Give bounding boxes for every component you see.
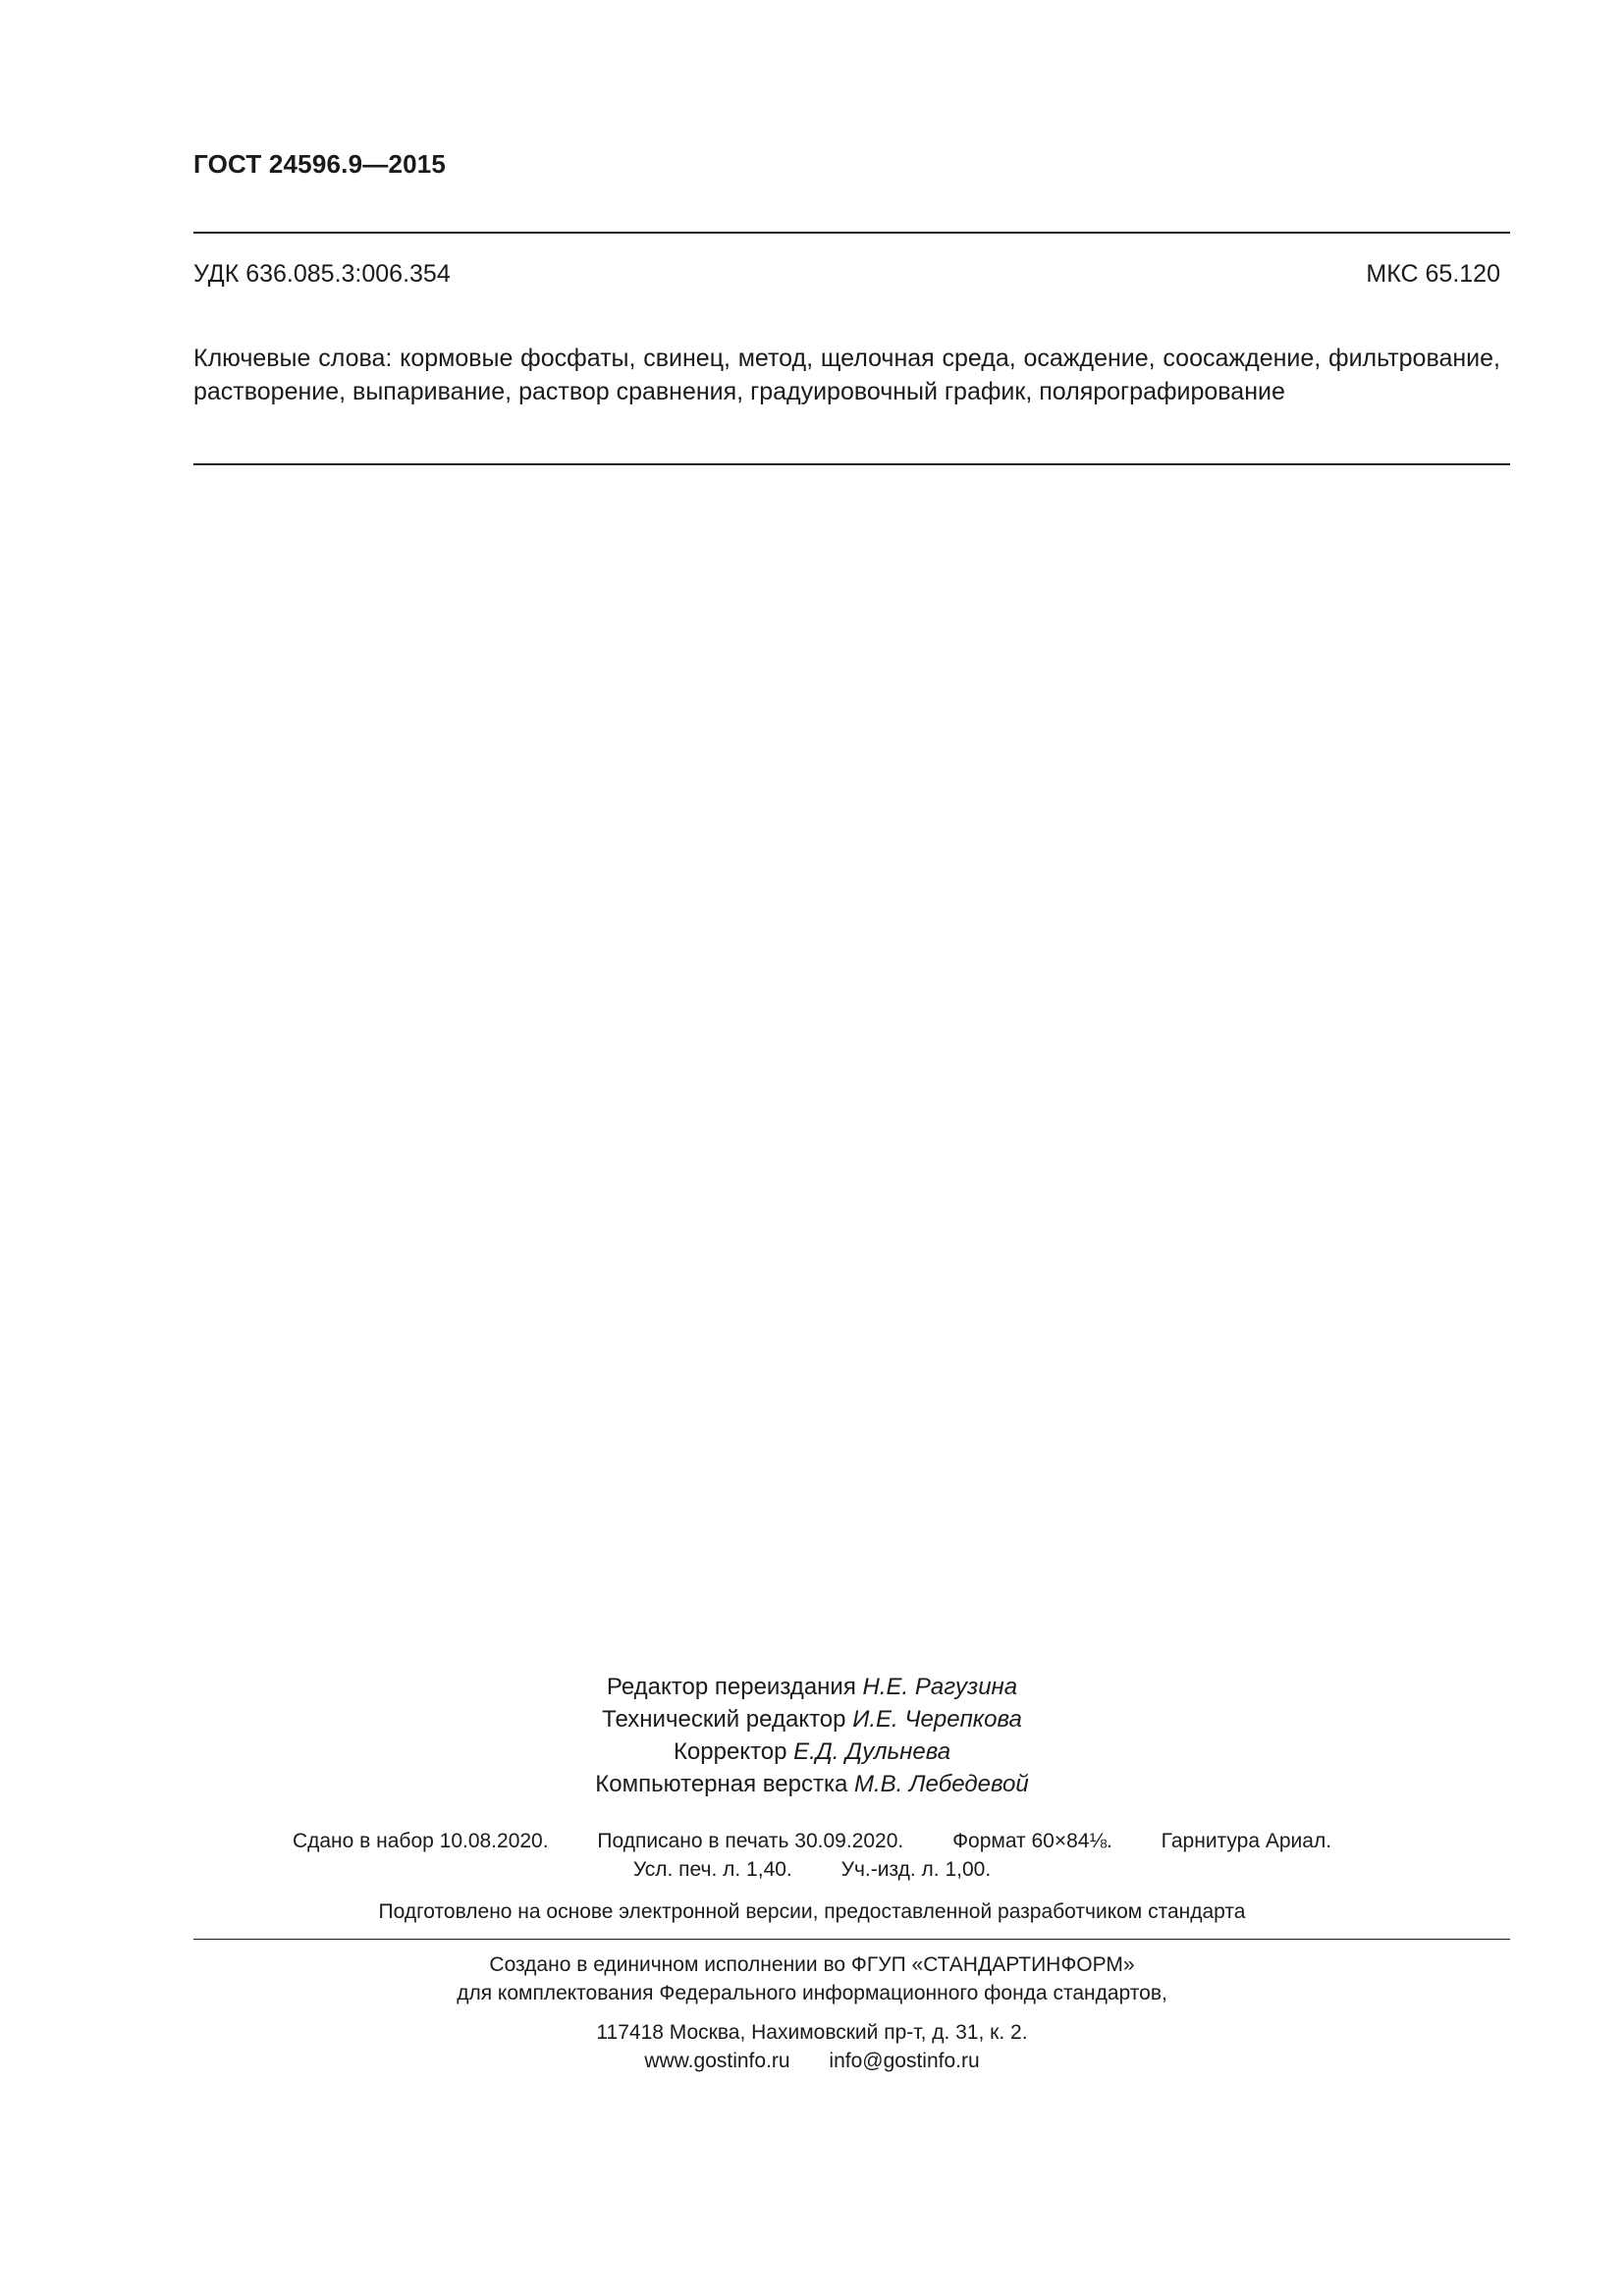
credit-line	[0, 1703, 1624, 1735]
credit-role: Редактор переиздания	[606, 1674, 856, 1700]
top-divider	[193, 232, 1510, 234]
publisher-divider	[193, 1939, 1510, 1940]
publisher-line-1: Создано в единичном исполнении во ФГУП «СТАНДАРТИНФОРМ»	[489, 1953, 1135, 1976]
credit-name: Н.Е. Рагузина	[862, 1674, 1018, 1700]
keywords-paragraph: Ключевые слова: кормовые фосфаты, свинец, метод, щелочная среда, осаждение, соосаждение, фильтрование, растворение, выпаривание, раствор сравнения, градуировочный график, полярографирование	[193, 345, 1500, 405]
credit-name: Е.Д. Дульнева	[793, 1738, 951, 1765]
credit-line	[0, 1768, 1624, 1800]
publisher-line-2: для комплектования Федерального информационного фонда стандартов,	[457, 1982, 1167, 2004]
mks-code: МКС 65.120	[1366, 260, 1500, 288]
prepared-note: Подготовлено на основе электронной версии, предоставленной разработчиком стандарта	[378, 1900, 1246, 1923]
typeface: Гарнитура Ариал.	[1161, 1830, 1332, 1852]
udk-code: УДК 636.085.3:006.354	[193, 260, 451, 288]
classification-row	[193, 260, 1500, 289]
credit-role: Технический редактор	[602, 1706, 846, 1733]
publisher-address: 117418 Москва, Нахимовский пр-т, д. 31, к. 2.	[596, 2021, 1028, 2044]
publisher-contacts	[0, 2018, 1624, 2075]
submitted-date: Сдано в набор 10.08.2020.	[292, 1830, 549, 1852]
credit-role: Корректор	[673, 1738, 787, 1765]
website-link[interactable]: www.gostinfo.ru	[644, 2050, 790, 2072]
standard-number: ГОСТ 24596.9—2015	[193, 149, 447, 179]
print-sheets: Усл. печ. л. 1,40.	[632, 1858, 792, 1881]
credit-role: Компьютерная верстка	[595, 1771, 848, 1797]
publisher-block	[0, 1950, 1624, 2007]
credit-line	[0, 1671, 1624, 1703]
publisher-links	[0, 2047, 1624, 2075]
print-info-line-1	[0, 1830, 1624, 1853]
keywords-divider	[193, 463, 1510, 465]
signed-date: Подписано в печать 30.09.2020.	[597, 1830, 904, 1852]
publication-sheets: Уч.-изд. л. 1,00.	[840, 1858, 992, 1881]
credit-line	[0, 1735, 1624, 1768]
paper-format: Формат 60×84⅛.	[952, 1830, 1112, 1852]
credit-name: И.Е. Черепкова	[852, 1706, 1022, 1733]
credit-name: М.В. Лебедевой	[854, 1771, 1029, 1797]
credits-block	[0, 1671, 1624, 1800]
email-link[interactable]: info@gostinfo.ru	[829, 2050, 980, 2072]
print-info-line-2	[0, 1858, 1624, 1882]
